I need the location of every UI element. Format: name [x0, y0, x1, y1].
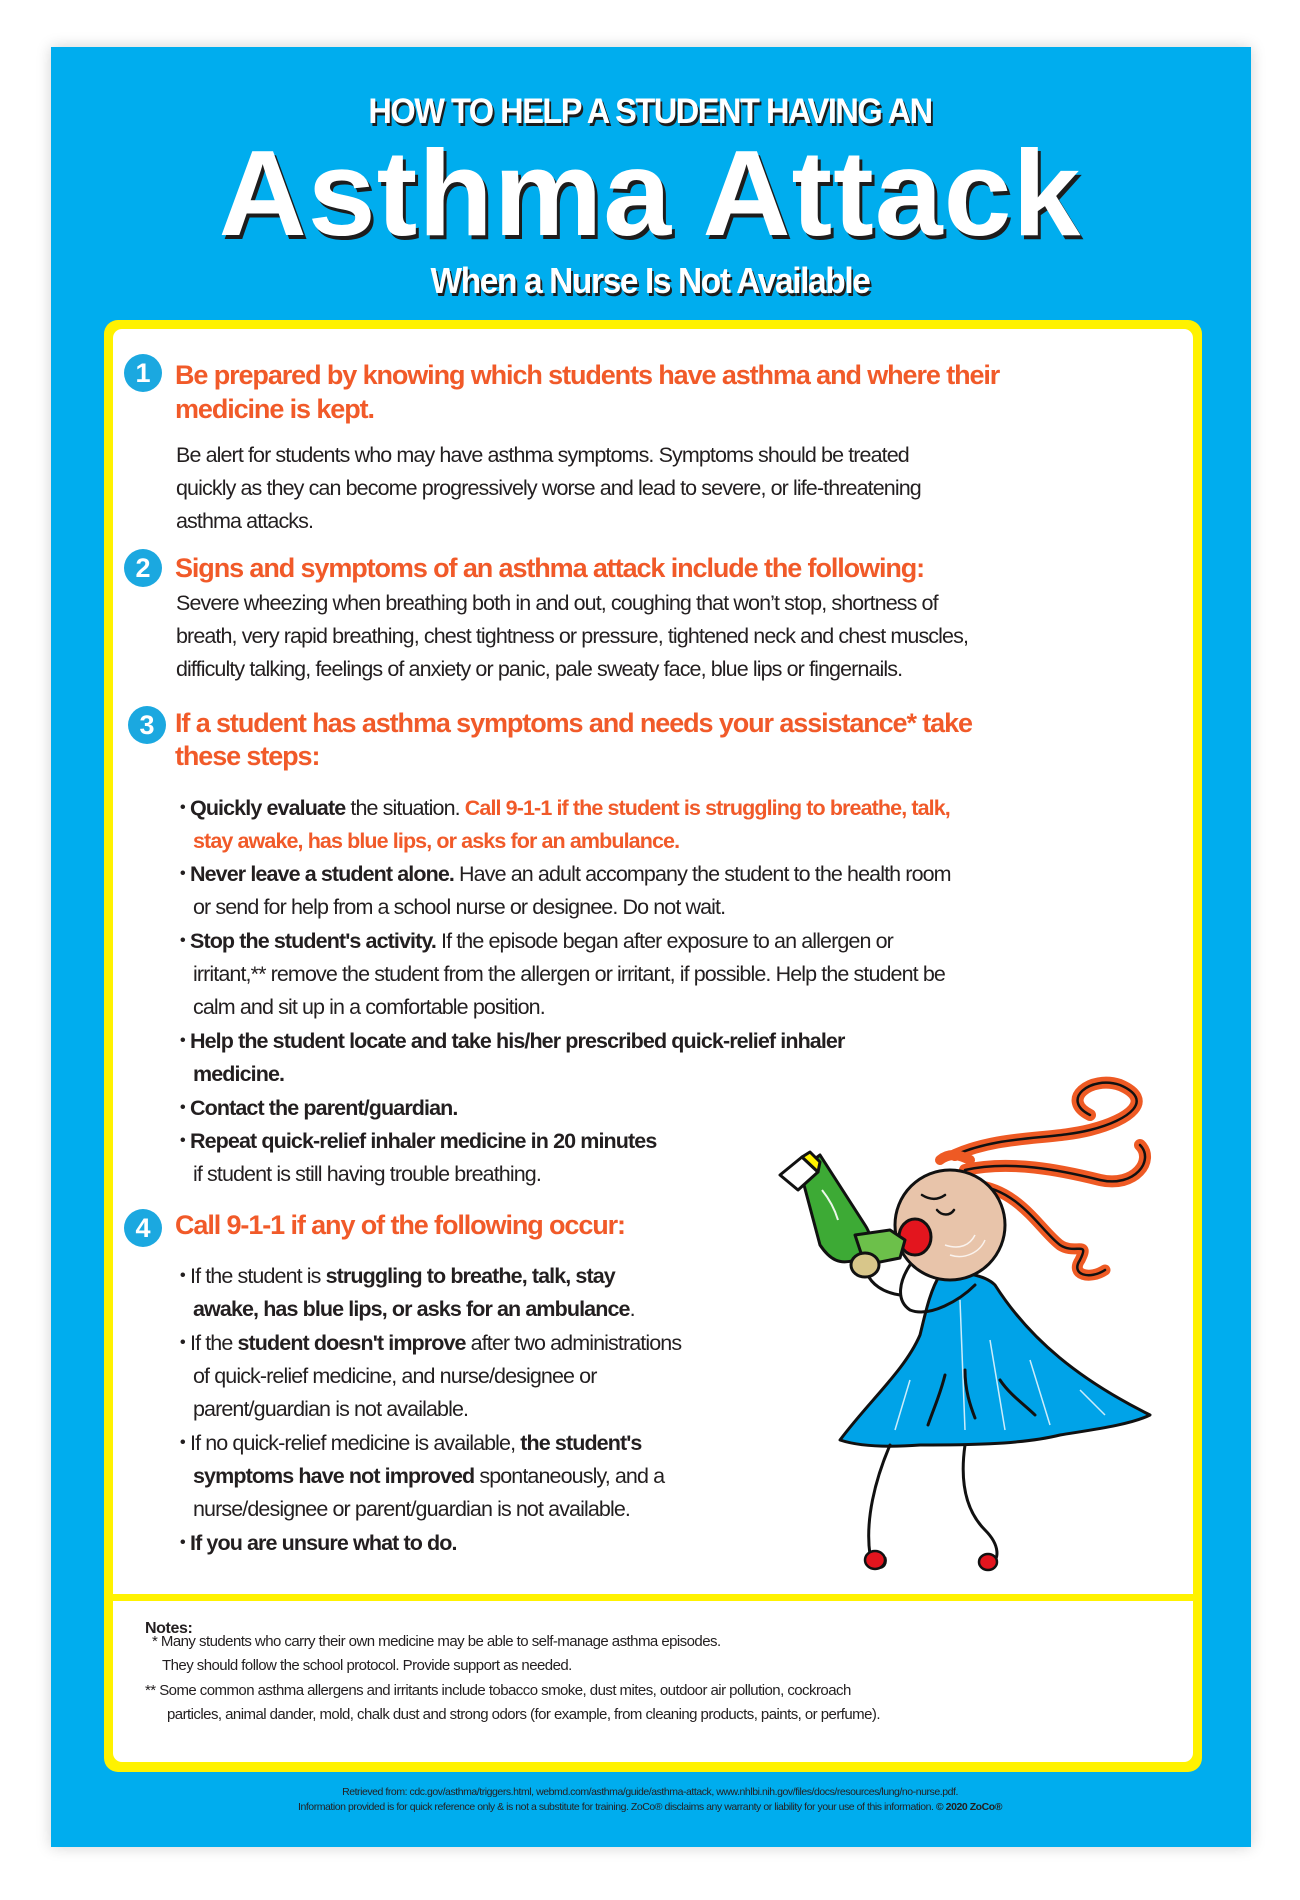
note-line: They should follow the school protocol. Provide support as needed. [162, 1657, 572, 1674]
girl-using-inhaler-icon [760, 1060, 1200, 1600]
emphasis-bold-text: Help the student locate and take his/her prescribed quick-relief inhaler [190, 1029, 845, 1053]
section-body-text: Be alert for students who may have asthma symptoms. Symptoms should be treated [176, 443, 909, 467]
section-body-text: breath, very rapid breathing, chest tightness or pressure, tightened neck and chest muscles, [176, 624, 969, 648]
poster-subtitle: When a Nurse Is Not Available [430, 260, 870, 301]
bullet-icon: • [180, 1267, 186, 1284]
text-run: the situation. [345, 796, 465, 820]
bullet-icon: • [180, 1534, 186, 1551]
step-number-badge: 2 [124, 549, 162, 587]
footer-copyright: © 2020 ZoCo® [935, 1801, 1003, 1813]
section-heading: Signs and symptoms of an asthma attack include the following: [175, 553, 925, 583]
text-run: . [629, 1297, 635, 1321]
emphasis-bold-text: Stop the student's activity. [190, 929, 436, 953]
text-run: If no quick-relief medicine is available, [190, 1431, 521, 1455]
emphasis-bold-text: Quickly evaluate [190, 796, 346, 820]
poster-kicker: HOW TO HELP A STUDENT HAVING AN [368, 92, 932, 131]
emphasis-bold-text: student doesn't improve [237, 1331, 466, 1355]
bullet-icon: • [180, 1334, 186, 1351]
bullet-line [193, 1464, 664, 1489]
poster-title: Asthma Attack [218, 125, 1082, 261]
section-heading: If a student has asthma symptoms and needs your assistance* take [175, 708, 972, 738]
text-run: after two administrations [465, 1331, 682, 1355]
bullet-line [193, 1497, 630, 1522]
bullet-line [190, 862, 951, 887]
step-number-badge: 1 [124, 354, 162, 392]
text-run: of quick-relief medicine, and nurse/designee or [193, 1364, 597, 1388]
bullet-line [193, 1062, 284, 1087]
text-run: If the student is [190, 1264, 326, 1288]
text-run: or send for help from a school nurse or designee. Do not wait. [193, 895, 726, 919]
note-line: * Many students who carry their own medicine may be able to self-manage asthma episodes. [152, 1633, 721, 1650]
bullet-icon: • [180, 1032, 186, 1049]
emphasis-bold-text: the student's [520, 1431, 642, 1455]
bullet-line [190, 929, 893, 954]
bullet-icon: • [180, 1434, 186, 1451]
bullet-line [193, 962, 945, 987]
text-run: calm and sit up in a comfortable position. [193, 995, 545, 1019]
bullet-line [190, 1531, 457, 1556]
text-run: If the [190, 1331, 238, 1355]
footer-sources: Retrieved from: cdc.gov/asthma/triggers.html, webmd.com/asthma/guide/asthma-attack, www.nhlbi.nih.gov/files/docs/resources/lung/no-nurse.pdf. [342, 1786, 958, 1798]
bullet-icon: • [180, 1132, 186, 1149]
bullet-line [190, 1129, 656, 1154]
bullet-icon: • [180, 799, 186, 816]
section-body-text: Severe wheezing when breathing both in and out, coughing that won’t stop, shortness of [176, 591, 938, 615]
emphasis-bold-text: Repeat quick-relief inhaler medicine in 20 minutes [190, 1129, 657, 1153]
bullet-icon: • [180, 865, 186, 882]
text-run: irritant,** remove the student from the allergen or irritant, if possible. Help the student be [193, 962, 945, 986]
text-run: If the episode began after exposure to an allergen or [435, 929, 893, 953]
footer-disclaimer-text: Information provided is for quick reference only & is not a substitute for training. ZoCo® disclaims any warranty or liability for your use of this information. [297, 1801, 936, 1813]
bullet-line [193, 895, 725, 920]
bullet-line [190, 796, 950, 821]
bullet-line [190, 1431, 642, 1456]
emphasis-orange-text: stay awake, has blue lips, or asks for an ambulance. [193, 829, 680, 853]
note-line: particles, animal dander, mold, chalk dust and strong odors (for example, from cleaning products, paints, or perfume). [167, 1706, 880, 1723]
footer-disclaimer [0, 1801, 1300, 1813]
bullet-line [190, 1264, 615, 1289]
text-run: if student is still having trouble breathing. [193, 1162, 541, 1186]
section-heading: Call 9-1-1 if any of the following occur: [175, 1210, 625, 1240]
step-number-badge: 3 [128, 706, 166, 744]
bullet-line [193, 829, 679, 854]
bullet-line [193, 1364, 596, 1389]
text-run: Have an adult accompany the student to the health room [453, 862, 951, 886]
emphasis-orange-text: Call 9-1-1 if the student is struggling to breathe, talk, [464, 796, 950, 820]
text-run: nurse/designee or parent/guardian is not available. [193, 1497, 630, 1521]
bullet-line [190, 1096, 457, 1121]
bullet-line [193, 1397, 468, 1422]
text-run: parent/guardian is not available. [193, 1397, 469, 1421]
text-run: spontaneously, and a [474, 1464, 665, 1488]
emphasis-bold-text: struggling to breathe, talk, stay [325, 1264, 615, 1288]
emphasis-bold-text: awake, has blue lips, or asks for an ambulance [193, 1297, 630, 1321]
emphasis-bold-text: Contact the parent/guardian. [190, 1096, 458, 1120]
step-number-badge: 4 [124, 1209, 162, 1247]
section-heading: Be prepared by knowing which students have asthma and where their [175, 360, 1000, 390]
bullet-line [193, 1297, 635, 1322]
bullet-icon: • [180, 1099, 186, 1116]
bullet-line [190, 1029, 844, 1054]
emphasis-bold-text: Never leave a student alone. [190, 862, 454, 886]
section-body-text: difficulty talking, feelings of anxiety or panic, pale sweaty face, blue lips or fingernails. [176, 657, 903, 681]
section-heading: these steps: [175, 741, 320, 771]
emphasis-bold-text: medicine. [193, 1062, 285, 1086]
section-body-text: quickly as they can become progressively worse and lead to severe, or life-threatening [176, 476, 921, 500]
notes-title: Notes: [145, 1620, 193, 1637]
section-body-text: asthma attacks. [176, 509, 314, 533]
emphasis-bold-text: symptoms have not improved [193, 1464, 475, 1488]
emphasis-bold-text: If you are unsure what to do. [190, 1531, 457, 1555]
bullet-line [193, 1162, 541, 1187]
note-line: ** Some common asthma allergens and irritants include tobacco smoke, dust mites, outdoor air pollution, cockroach [145, 1682, 851, 1699]
bullet-line [193, 995, 545, 1020]
section-heading: medicine is kept. [175, 394, 374, 424]
bullet-icon: • [180, 932, 186, 949]
bullet-line [190, 1331, 681, 1356]
